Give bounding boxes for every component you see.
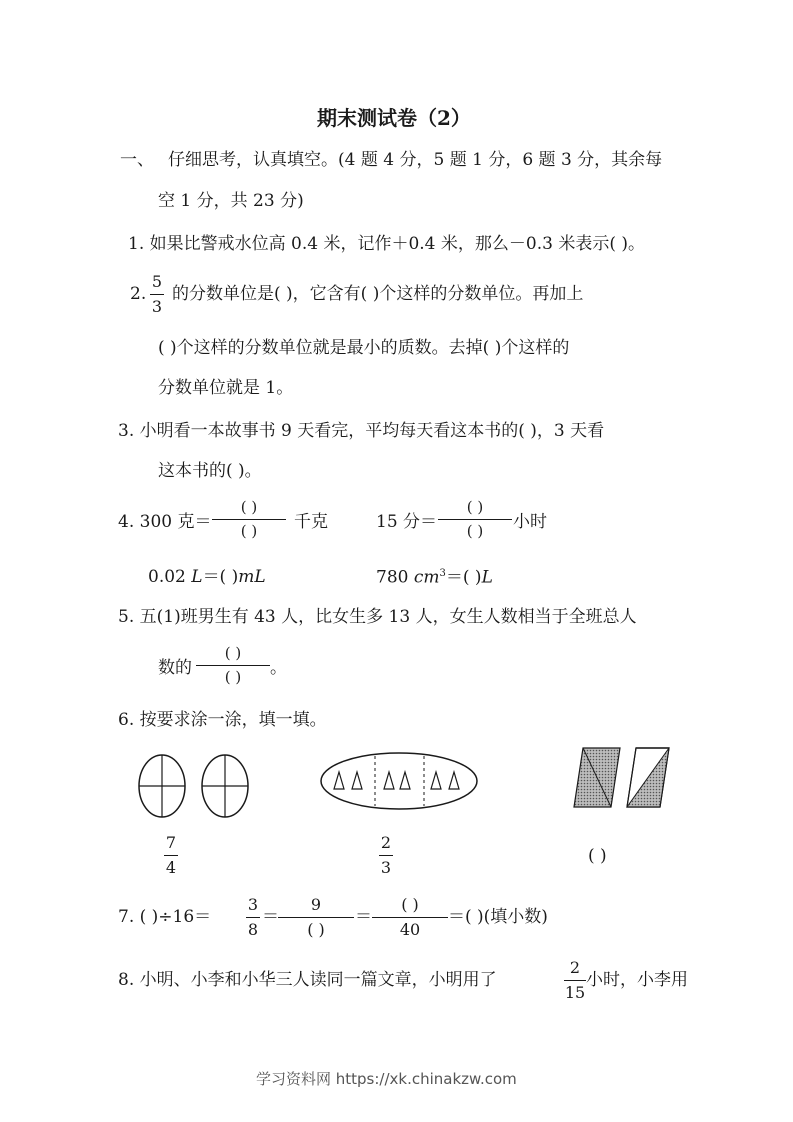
question-2-fraction [150, 274, 164, 315]
question-4-part-a-prefix: 4. 300 克＝ [118, 512, 212, 532]
fraction-denominator: ( ) [224, 668, 242, 686]
question-2-line3: 分数单位就是 1。 [158, 378, 294, 398]
fraction-numerator: 2 [380, 833, 392, 852]
part-d-unit-liter: L [481, 567, 493, 588]
fraction-numerator: 7 [165, 833, 177, 852]
fraction-bar [246, 917, 260, 918]
fraction-bar [196, 665, 270, 666]
part-c-blank: ＝( ) [202, 567, 239, 587]
parallelogram-1 [574, 748, 620, 807]
fraction-denominator: ( ) [466, 522, 484, 540]
question-8-fraction [564, 960, 586, 1001]
question-7-equals-1: ＝ [262, 907, 279, 927]
fraction-numerator: ( ) [240, 498, 258, 516]
question-6-blank-3: ( ) [588, 846, 607, 866]
question-6-fraction-2 [379, 835, 393, 876]
question-7-equals-2: ＝ [355, 907, 372, 927]
question-4-part-a-fraction [212, 500, 286, 539]
fraction-denominator: 3 [151, 297, 163, 316]
question-7-fraction-3 [372, 897, 448, 938]
fraction-bar [278, 917, 354, 918]
fraction-numerator: ( ) [401, 895, 419, 914]
part-d-blank: ＝( ) [445, 567, 482, 588]
footer-watermark: 学习资料网 https://xk.chinakzw.com [256, 1070, 517, 1088]
fraction-denominator: 15 [564, 983, 586, 1002]
question-7-fraction-1 [246, 897, 260, 938]
fraction-bar [212, 519, 286, 520]
section-instructions-line1: 仔细思考，认真填空。(4 题 4 分，5 题 1 分，6 题 3 分，其余每 [168, 150, 663, 170]
question-6-line: 6. 按要求涂一涂，填一填。 [118, 710, 327, 730]
question-7-fraction-2 [278, 897, 354, 938]
section-instructions-line2: 空 1 分，共 23 分) [158, 191, 304, 211]
section-label: 一、 [120, 150, 154, 170]
fraction-denominator: 3 [380, 858, 392, 877]
question-2-line1: 的分数单位是( )，它含有( )个这样的分数单位。再加上 [172, 284, 584, 304]
question-2-number: 2. [130, 284, 147, 304]
question-7-prefix: 7. ( )÷16＝ [118, 907, 212, 927]
triangles-ellipse-figure [320, 752, 478, 810]
fraction-bar [372, 917, 448, 918]
question-8-tail: 小时，小李用 [586, 970, 688, 990]
part-d-unit-cm: cm [413, 567, 440, 588]
fraction-denominator: ( ) [240, 522, 258, 540]
parallelograms-figure [574, 746, 670, 810]
fraction-numerator: 2 [569, 958, 581, 977]
fraction-numerator: ( ) [466, 498, 484, 516]
circle-1 [139, 755, 185, 817]
circles-figure [138, 752, 250, 822]
fraction-numerator: 9 [310, 895, 322, 914]
fraction-bar [150, 294, 164, 295]
fraction-bar [164, 855, 178, 856]
question-4-part-b-prefix: 15 分＝ [376, 512, 438, 532]
part-c-unit-ml: mL [238, 567, 266, 587]
fraction-numerator: 3 [247, 895, 259, 914]
circle-2 [202, 755, 248, 817]
fraction-bar [564, 980, 586, 981]
fraction-denominator: 8 [247, 920, 259, 939]
parallelogram-2 [627, 748, 669, 807]
question-4-part-b-unit: 小时 [513, 512, 547, 532]
part-c-value: 0.02 [148, 567, 186, 587]
question-7-tail: ＝( )(填小数) [448, 907, 548, 927]
question-3-line1: 3. 小明看一本故事书 9 天看完，平均每天看这本书的( )，3 天看 [118, 421, 605, 441]
fraction-denominator: 40 [399, 920, 421, 939]
question-4-part-d [376, 569, 493, 587]
fraction-numerator: ( ) [224, 644, 242, 662]
part-d-value: 780 [376, 567, 409, 588]
question-5-fraction [196, 646, 270, 685]
question-2-line2: ( )个这样的分数单位就是最小的质数。去掉( )个这样的 [158, 338, 570, 358]
part-d-exponent: 3 [439, 568, 446, 579]
fraction-denominator: 4 [165, 858, 177, 877]
question-5-end: 。 [270, 658, 287, 678]
question-4-part-c [148, 569, 266, 586]
part-c-unit-liter: L [191, 567, 203, 587]
fraction-denominator: ( ) [307, 920, 325, 939]
question-4-part-b-fraction [438, 500, 512, 539]
fraction-bar [379, 855, 393, 856]
question-5-line1: 5. 五(1)班男生有 43 人，比女生多 13 人，女生人数相当于全班总人 [118, 607, 637, 627]
page-title: 期末测试卷（2） [317, 106, 471, 130]
question-8-prefix: 8. 小明、小李和小华三人读同一篇文章，小明用了 [118, 970, 497, 990]
question-4-part-a-unit: 千克 [294, 512, 328, 532]
fraction-numerator: 5 [151, 272, 163, 291]
triangle-icons [334, 772, 459, 789]
fraction-bar [438, 519, 512, 520]
question-6-fraction-1 [164, 835, 178, 876]
question-3-line2: 这本书的( )。 [158, 461, 262, 481]
question-5-line2: 数的 [158, 658, 192, 678]
question-1: 1. 如果比警戒水位高 0.4 米，记作＋0.4 米，那么－0.3 米表示( )。 [128, 234, 646, 254]
